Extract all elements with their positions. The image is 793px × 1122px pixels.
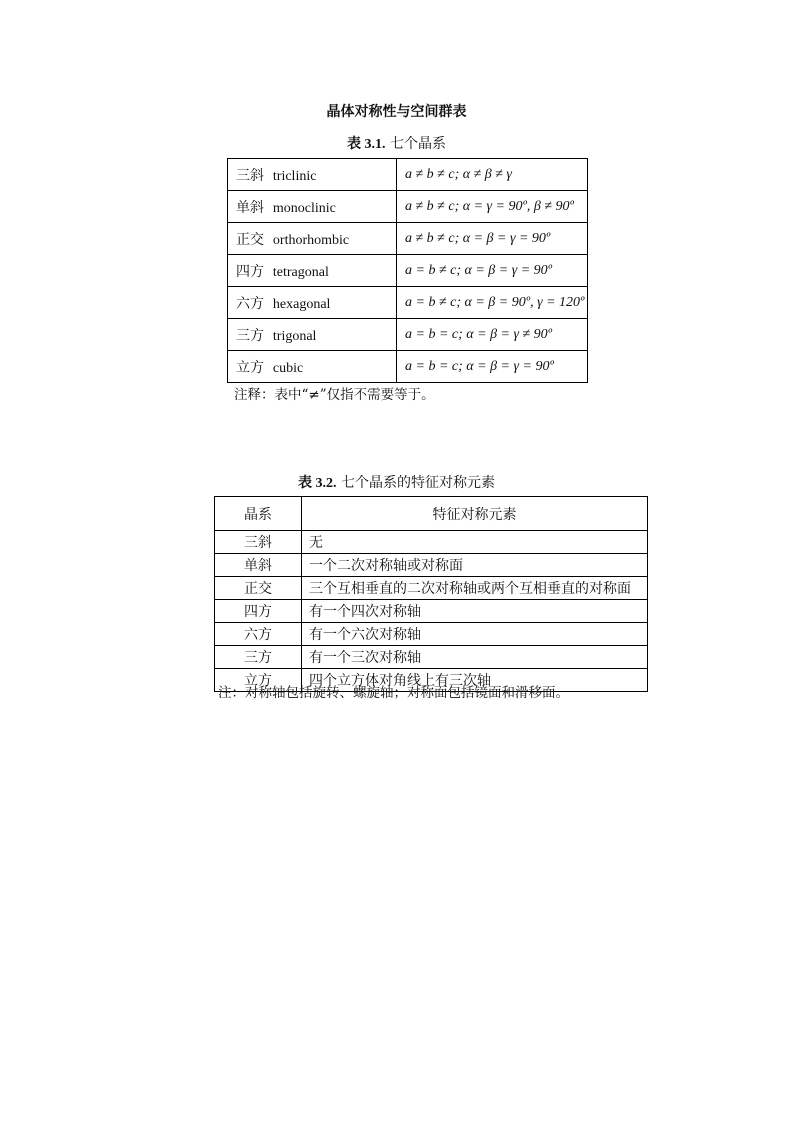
table-row <box>215 531 648 554</box>
table-row <box>228 351 588 383</box>
crystal-system-english: tetragonal <box>272 264 329 280</box>
crystal-system-english: cubic <box>272 360 304 376</box>
table2-caption-label: 表 3.2. <box>298 476 337 491</box>
symmetry-elements-cell: 一个二次对称轴或对称面 <box>302 554 648 577</box>
table-row <box>228 255 588 287</box>
crystal-system-english: triclinic <box>272 168 317 184</box>
crystal-system-english: trigonal <box>272 328 317 344</box>
table-row <box>228 319 588 351</box>
crystal-system-name: 正交 orthorhombic <box>228 223 397 255</box>
lattice-condition: a = b ≠ c; α = β = γ = 90º <box>397 255 588 287</box>
crystal-system-cell: 正交 <box>215 577 302 600</box>
column-header-system: 晶系 <box>215 497 302 531</box>
lattice-condition: a ≠ b ≠ c; α = γ = 90º, β ≠ 90º <box>397 191 588 223</box>
table-row <box>228 159 588 191</box>
table-row <box>215 646 648 669</box>
lattice-condition: a = b = c; α = β = γ ≠ 90º <box>397 319 588 351</box>
table1-caption-label: 表 3.1. <box>347 137 386 152</box>
lattice-condition: a = b = c; α = β = γ = 90º <box>397 351 588 383</box>
crystal-system-name: 三方 trigonal <box>228 319 397 351</box>
crystal-system-cell: 单斜 <box>215 554 302 577</box>
lattice-condition: a ≠ b ≠ c; α ≠ β ≠ γ <box>397 159 588 191</box>
symmetry-elements-cell: 无 <box>302 531 648 554</box>
crystal-system-cell: 四方 <box>215 600 302 623</box>
table-row <box>215 600 648 623</box>
table-row <box>215 577 648 600</box>
crystal-system-name: 四方 tetragonal <box>228 255 397 287</box>
table2-caption <box>0 472 793 492</box>
symmetry-elements-table <box>214 496 648 692</box>
crystal-system-cell: 立方 <box>215 669 302 692</box>
table1-caption-text: 七个晶系 <box>389 136 446 152</box>
crystal-systems-table <box>227 158 588 383</box>
crystal-system-name: 三斜 triclinic <box>228 159 397 191</box>
crystal-system-cell: 三斜 <box>215 531 302 554</box>
page-title: 晶体对称性与空间群表 <box>326 104 467 120</box>
table1-caption <box>0 133 793 153</box>
crystal-system-name: 单斜 monoclinic <box>228 191 397 223</box>
table-row <box>215 554 648 577</box>
symmetry-elements-cell: 有一个六次对称轴 <box>302 623 648 646</box>
crystal-system-cell: 六方 <box>215 623 302 646</box>
table-header-row <box>215 497 648 531</box>
table-row <box>228 191 588 223</box>
crystal-system-name: 立方 cubic <box>228 351 397 383</box>
table1-note: 注释：表中“≠”仅指不需要等于。 <box>234 387 435 403</box>
table-row <box>228 223 588 255</box>
lattice-condition: a = b ≠ c; α = β = 90º, γ = 120º <box>397 287 588 319</box>
table2-note: 注：对称轴包括旋转、螺旋轴；对称面包括镜面和滑移面。 <box>218 685 569 701</box>
symmetry-elements-cell: 有一个四次对称轴 <box>302 600 648 623</box>
table2-caption-text: 七个晶系的特征对称元素 <box>340 475 495 491</box>
crystal-system-english: orthorhombic <box>272 232 350 248</box>
crystal-system-english: hexagonal <box>272 296 331 312</box>
lattice-condition: a ≠ b ≠ c; α = β = γ = 90º <box>397 223 588 255</box>
column-header-elements: 特征对称元素 <box>302 497 648 531</box>
crystal-system-cell: 三方 <box>215 646 302 669</box>
crystal-system-name: 六方 hexagonal <box>228 287 397 319</box>
table-row <box>215 623 648 646</box>
symmetry-elements-cell: 四个立方体对角线上有三次轴 <box>302 669 648 692</box>
crystal-system-english: monoclinic <box>272 200 336 216</box>
table-row <box>228 287 588 319</box>
symmetry-elements-cell: 有一个三次对称轴 <box>302 646 648 669</box>
symmetry-elements-cell: 三个互相垂直的二次对称轴或两个互相垂直的对称面 <box>302 577 648 600</box>
